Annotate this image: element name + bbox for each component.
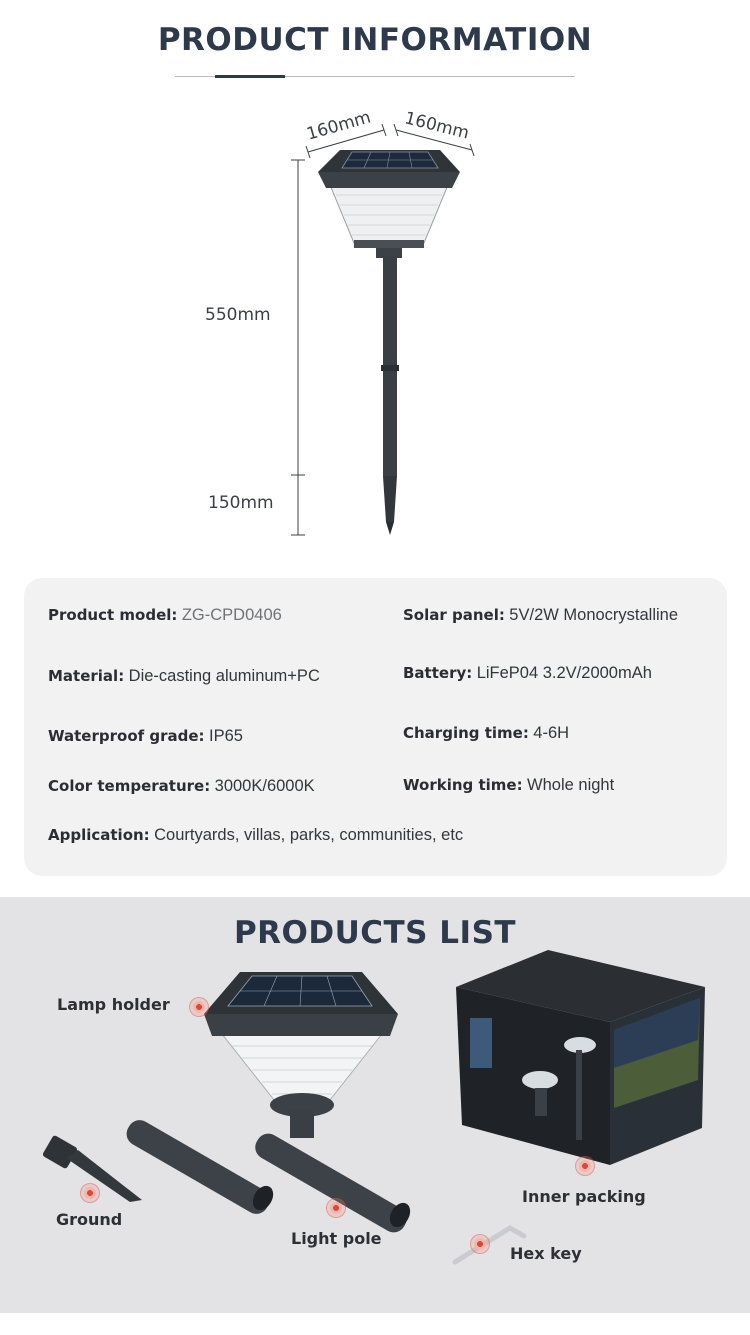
spec-value: 4-6H (533, 724, 570, 742)
lamp-holder-image (204, 972, 398, 1138)
products-list-title: PRODUCTS LIST (233, 915, 517, 951)
part-label-hex-key: Hex key (510, 1244, 582, 1263)
spec-value: IP65 (209, 727, 243, 745)
part-label-ground: Ground (56, 1210, 123, 1229)
spec-label: Waterproof grade: (48, 727, 205, 745)
width-label-right: 160mm (402, 108, 472, 144)
height-label-main: 550mm (205, 305, 271, 325)
part-label-light-pole: Light pole (291, 1229, 382, 1248)
spec-value: Whole night (527, 776, 615, 794)
part-label-inner-packing: Inner packing (522, 1187, 646, 1206)
spec-value: LiFeP04 3.2V/2000mAh (476, 664, 652, 682)
inner-packing-image (456, 950, 705, 1165)
spec-value: Die-casting aluminum+PC (128, 667, 320, 685)
height-label-spike: 150mm (208, 493, 274, 513)
spec-label: Application: (48, 826, 150, 844)
spec-label: Charging time: (403, 724, 529, 742)
spec-label: Product model: (48, 606, 178, 624)
part-label-lamp-holder: Lamp holder (57, 995, 170, 1014)
marker-light-pole-icon (326, 1198, 346, 1218)
spec-label: Battery: (403, 664, 473, 682)
marker-inner-packing-icon (575, 1156, 595, 1176)
spec-label: Solar panel: (403, 606, 505, 624)
marker-ground-icon (80, 1183, 100, 1203)
spec-value: 5V/2W Monocrystalline (509, 606, 679, 624)
marker-hex-key-icon (470, 1234, 490, 1254)
width-label-left: 160mm (304, 107, 374, 145)
product-information-title: PRODUCT INFORMATION (157, 22, 593, 58)
marker-lamp-holder-icon (189, 997, 209, 1017)
spec-label: Working time: (403, 776, 523, 794)
spec-value: 3000K/6000K (214, 777, 315, 795)
light-pole-pieces-image (122, 1116, 414, 1237)
spec-value: ZG-CPD0406 (181, 606, 282, 624)
spec-label: Color temperature: (48, 777, 211, 795)
spec-value: Courtyards, villas, parks, communities, etc (154, 826, 464, 844)
spec-label: Material: (48, 667, 125, 685)
